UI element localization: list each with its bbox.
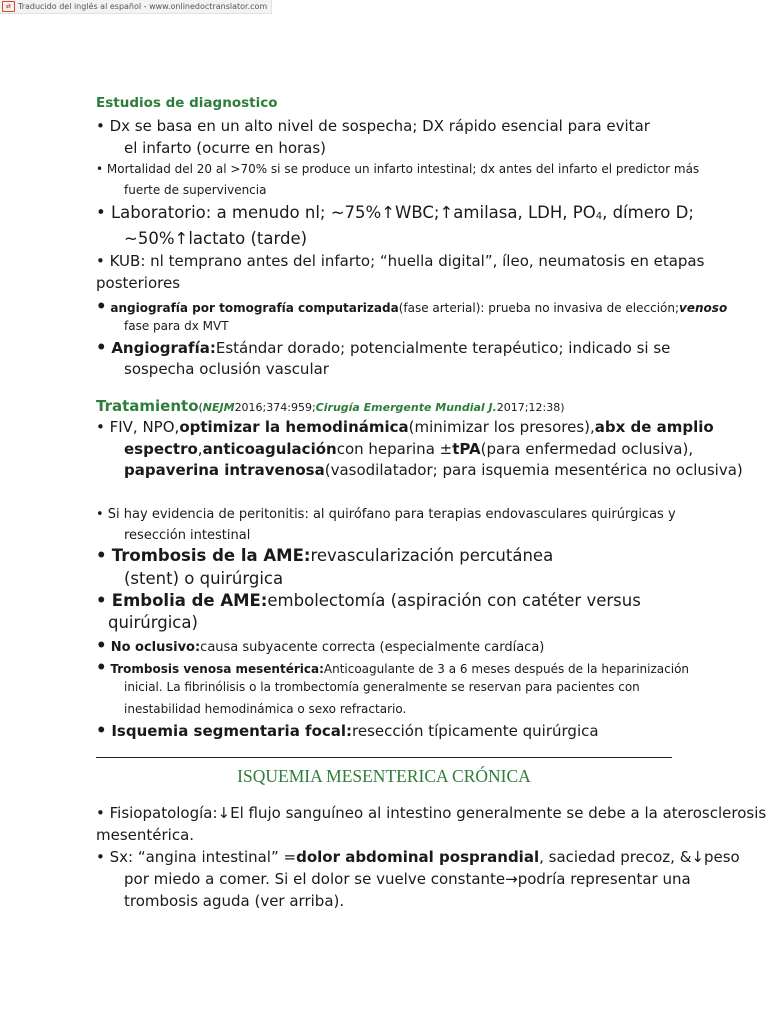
translator-banner[interactable] xyxy=(0,0,272,14)
bullet-kub-line2: posteriores xyxy=(96,274,181,292)
trat-l2a: espectro xyxy=(124,440,198,458)
sx-l1c: , saciedad precoz, &↓peso xyxy=(539,848,740,866)
trat-line1 xyxy=(96,418,714,436)
bullet-angiografia-line2: sospecha oclusión vascular xyxy=(124,360,329,378)
peritonitis-line2: resección intestinal xyxy=(124,528,251,543)
tvm-line1 xyxy=(96,658,689,677)
tvm-line2: inicial. La fibrinólisis o la trombectomía generalmente se reservan para pacientes con xyxy=(124,680,640,694)
bullet-glyph: • xyxy=(96,338,107,357)
tvm-rest: Anticoagulante de 3 a 6 meses después de la heparinización xyxy=(323,662,690,676)
trat-l2f: (para enfermedad oclusiva), xyxy=(480,440,694,458)
ame-embolia-line2: quirúrgica) xyxy=(108,613,198,632)
ame-trombosis-rest: revascularización percutánea xyxy=(310,546,554,565)
isquemia-focal-line xyxy=(96,721,599,740)
ame-embolia-line1 xyxy=(96,591,641,610)
bullet-mortalidad-line1: • Mortalidad del 20 al >70% si se produce un infarto intestinal; dx antes del infarto el predictor más xyxy=(96,162,700,176)
section-heading-tratamiento xyxy=(96,396,565,415)
peritonitis-line1: • Si hay evidencia de peritonitis: al quirófano para terapias endovasculares quirúrgicas y xyxy=(96,507,676,522)
tvm-bold: Trombosis venosa mesentérica: xyxy=(110,662,324,676)
trat-l2d: con heparina ± xyxy=(336,440,453,458)
section-heading-diagnostico: Estudios de diagnostico xyxy=(96,95,278,111)
translator-logo-icon: ⇄ xyxy=(2,1,15,12)
trat-line3 xyxy=(124,461,743,479)
sx-line2: por miedo a comer. Si el dolor se vuelve constante→podría representar una xyxy=(124,870,691,888)
bullet-glyph: • xyxy=(96,591,107,610)
angiografia-rest: Estándar dorado; potencialmente terapéutico; indicado si se xyxy=(215,339,671,357)
lab-subscript: 4 xyxy=(595,211,603,222)
ame-trombosis-bold: Trombosis de la AME: xyxy=(111,546,311,565)
bullet-laboratorio-line1 xyxy=(96,203,694,222)
trat-l3a: papaverina intravenosa xyxy=(124,461,325,479)
bullet-dx-line2: el infarto (ocurre en horas) xyxy=(124,139,327,157)
bullet-laboratorio-line2: ~50%↑lactato (tarde) xyxy=(124,229,308,248)
sx-line3: trombosis aguda (ver arriba). xyxy=(124,892,345,910)
bullet-mortalidad-line2: fuerte de supervivencia xyxy=(124,183,267,197)
bullet-angiotc-line2: fase para dx MVT xyxy=(124,319,229,333)
angiotc-bold: angiografía por tomografía computarizada xyxy=(110,301,399,315)
no-oclusivo-bold: No oclusivo: xyxy=(110,640,201,655)
tratamiento-title: Tratamiento xyxy=(96,397,199,415)
bullet-dx-line1: • Dx se basa en un alto nivel de sospecha; DX rápido esencial para evitar xyxy=(96,117,650,135)
cite-nejm-ref: 2016;374:959; xyxy=(234,401,316,414)
bullet-kub-line1: • KUB: nl temprano antes del infarto; “huella digital”, íleo, neumatosis en etapas xyxy=(96,252,705,270)
ame-embolia-rest: embolectomía (aspiración con catéter versus xyxy=(267,591,641,610)
fisiopatologia-line2: mesentérica. xyxy=(96,826,195,844)
ame-embolia-bold: Embolia de AME: xyxy=(111,591,268,610)
angiografia-bold: Angiografía: xyxy=(111,339,216,357)
bullet-glyph: • xyxy=(96,297,107,316)
bullet-angiotc-line1 xyxy=(96,297,727,316)
no-oclusivo-line xyxy=(96,636,544,655)
isquemia-focal-rest: resección típicamente quirúrgica xyxy=(352,722,599,740)
cite-journal-wjes: Cirugía Emergente Mundial J. xyxy=(315,401,497,414)
cite-journal-nejm: NEJM xyxy=(202,401,235,414)
bullet-glyph: • xyxy=(96,546,107,565)
bullet-angiografia-line1 xyxy=(96,338,670,357)
fisiopatologia-line1: • Fisiopatología:↓El flujo sanguíneo al intestino generalmente se debe a la aterosclerosis xyxy=(96,804,767,822)
section-title-cronica: ISQUEMIA MESENTERICA CRÓNICA xyxy=(237,766,531,786)
section-divider xyxy=(96,757,672,758)
no-oclusivo-rest: causa subyacente correcta (especialmente cardíaca) xyxy=(200,640,545,655)
trat-l2c: anticoagulación xyxy=(202,440,337,458)
trat-l1c: (minimizar los presores), xyxy=(408,418,595,436)
sx-line1 xyxy=(96,848,740,866)
ame-trombosis-line2: (stent) o quirúrgica xyxy=(124,569,284,588)
angiotc-rest: (fase arterial): prueba no invasiva de elección; xyxy=(398,301,680,315)
bullet-glyph: • xyxy=(96,658,107,677)
trat-line2 xyxy=(124,440,693,458)
trat-l3b: (vasodilatador; para isquemia mesentérica no oclusiva) xyxy=(324,461,743,479)
cite-open: ( xyxy=(198,401,203,414)
ame-trombosis-line1 xyxy=(96,546,553,565)
tvm-line3: inestabilidad hemodinámica o sexo refractario. xyxy=(124,702,407,716)
isquemia-focal-bold: Isquemia segmentaria focal: xyxy=(111,722,353,740)
trat-l2b: , xyxy=(197,440,203,458)
translator-banner-text: Traducido del inglés al español - www.onlinedoctranslator.com xyxy=(18,2,268,11)
cite-wjes-ref: 2017;12:38) xyxy=(496,401,565,414)
sx-l1b: dolor abdominal posprandial xyxy=(296,848,540,866)
sx-l1a: • Sx: “angina intestinal” = xyxy=(96,848,297,866)
trat-l1b: optimizar la hemodinámica xyxy=(179,418,409,436)
trat-l1a: • FIV, NPO, xyxy=(96,418,180,436)
lab-text-end: , dímero D; xyxy=(602,203,694,222)
bullet-glyph: • xyxy=(96,721,107,740)
lab-text: • Laboratorio: a menudo nl; ~75%↑WBC;↑amilasa, LDH, PO xyxy=(96,203,596,222)
angiotc-italic: venoso xyxy=(679,301,728,315)
trat-l2e: tPA xyxy=(452,440,481,458)
trat-l1d: abx de amplio xyxy=(594,418,714,436)
bullet-glyph: • xyxy=(96,636,107,655)
